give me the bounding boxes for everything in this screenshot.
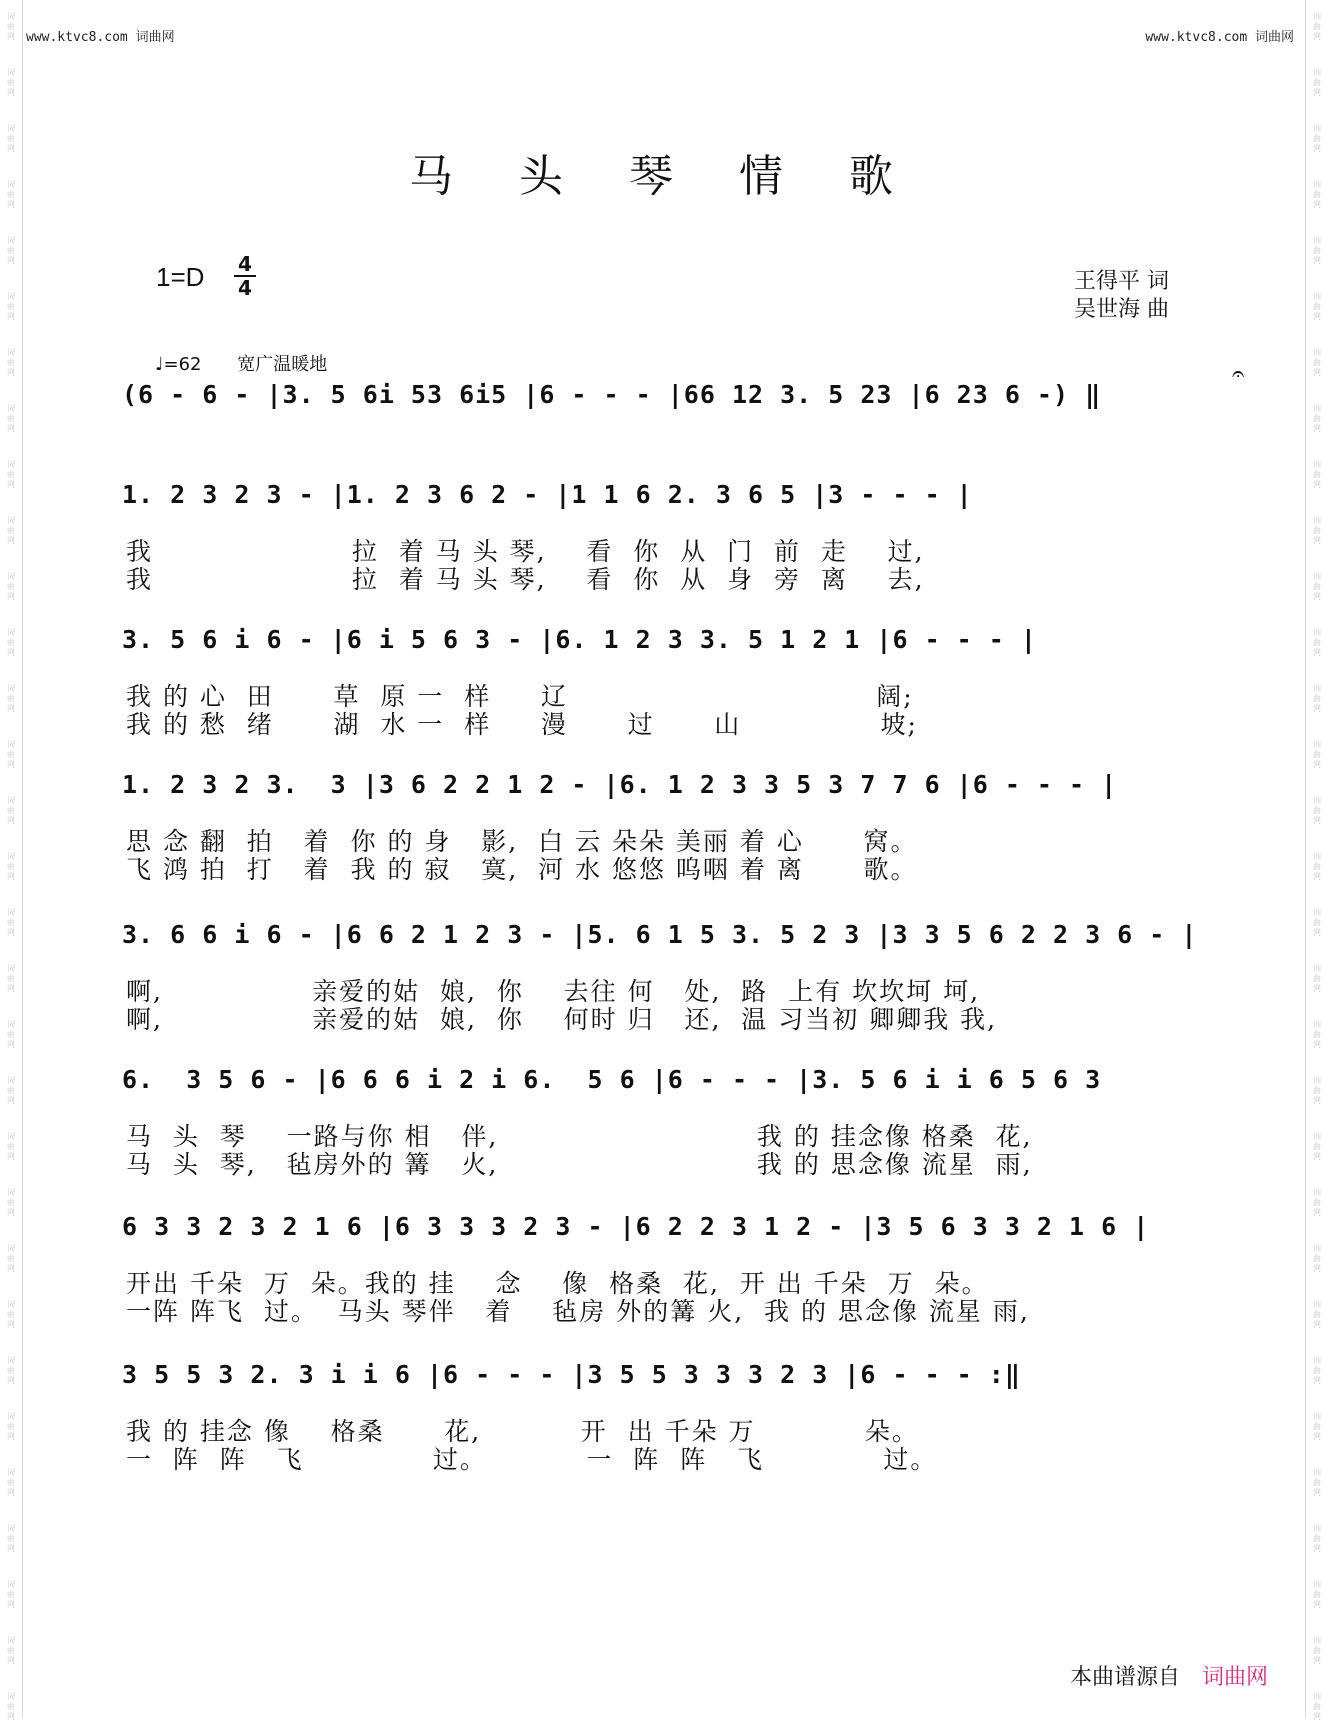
- side-watermark: 词 曲 网: [7, 740, 15, 769]
- footer-brand-link[interactable]: 词曲网: [1202, 1665, 1269, 1690]
- side-watermark: 词 曲 网: [1313, 12, 1321, 41]
- side-watermark: 词 曲 网: [7, 628, 15, 657]
- notation-text: 3. 6 6 i 6 - |6 6 2 1 2 3 - |5. 6 1 5 3. 5 2 3 |3 3 5 6 2 2 3 6 - |: [122, 920, 1198, 949]
- composer-credit: 吴世海 曲: [1074, 297, 1169, 322]
- lyric-line: 马 头 琴 一路与你 相 伴, 我 的 挂念像 格桑 花,: [126, 1122, 1033, 1151]
- notation-text: 1. 2 3 2 3. 3 |3 6 2 2 1 2 - |6. 1 2 3 3 5 3 7 7 6 |6 - - - |: [122, 770, 1118, 799]
- notation-line: [118, 1065, 1248, 1101]
- footer-credit: [1070, 1660, 1268, 1691]
- side-watermark: 词 曲 网: [1313, 348, 1321, 377]
- side-watermark: 词 曲 网: [1313, 684, 1321, 713]
- side-watermark: 词 曲 网: [7, 1580, 15, 1609]
- key-signature: 1=D: [156, 262, 205, 292]
- side-watermark: 词 曲 网: [1313, 68, 1321, 97]
- side-watermark: 词 曲 网: [7, 460, 15, 489]
- lyric-line: 我 的 愁 绪 湖 水 一 样 漫 过 山 坡;: [126, 710, 918, 739]
- side-watermark: 词 曲 网: [7, 180, 15, 209]
- tempo-mark: ♩=62: [155, 354, 202, 375]
- side-watermark: 词 曲 网: [7, 404, 15, 433]
- side-watermark: 词 曲 网: [7, 852, 15, 881]
- lyric-line: 我 的 心 田 草 原 一 样 辽 阔;: [126, 682, 914, 711]
- side-watermark: 词 曲 网: [7, 236, 15, 265]
- side-watermark: 词 曲 网: [7, 1188, 15, 1217]
- side-watermark: 词 曲 网: [7, 1356, 15, 1385]
- lyric-line: 思 念 翻 拍 着 你 的 身 影, 白 云 朵朵 美丽 着 心 窝。: [126, 827, 918, 856]
- notation-line: [118, 380, 1248, 416]
- right-margin-strip: [1305, 0, 1328, 1721]
- side-watermark: 词 曲 网: [1313, 572, 1321, 601]
- side-watermark: 词 曲 网: [1313, 1020, 1321, 1049]
- footer-source: 本曲谱源自: [1070, 1665, 1181, 1690]
- side-watermark: 词 曲 网: [7, 1020, 15, 1049]
- side-watermark: 词 曲 网: [1313, 292, 1321, 321]
- side-watermark: 词 曲 网: [7, 1636, 15, 1665]
- side-watermark: 词 曲 网: [1313, 1412, 1321, 1441]
- side-watermark: 词 曲 网: [1313, 964, 1321, 993]
- side-watermark: 词 曲 网: [7, 1524, 15, 1553]
- lyric-line: 一阵 阵飞 过。 马头 琴伴 着 毡房 外的篝 火, 我 的 思念像 流星 雨,: [126, 1297, 1030, 1326]
- lyric-line: 开出 千朵 万 朵。我的 挂 念 像 格桑 花, 开 出 千朵 万 朵。: [126, 1269, 989, 1298]
- time-signature-bottom: 4: [238, 276, 252, 300]
- side-watermark: 词 曲 网: [7, 1468, 15, 1497]
- lyric-line: 我 拉 着 马 头 琴, 看 你 从 门 前 走 过,: [126, 537, 925, 566]
- lyric-line: 飞 鸿 拍 打 着 我 的 寂 寞, 河 水 悠悠 呜咽 着 离 歌。: [126, 855, 918, 884]
- side-watermark: 词 曲 网: [7, 964, 15, 993]
- side-watermark: 词 曲 网: [1313, 1524, 1321, 1553]
- side-watermark: 词 曲 网: [1313, 1132, 1321, 1161]
- side-watermark: 词 曲 网: [1313, 1300, 1321, 1329]
- header-url-right: www.ktvc8.com 词曲网: [1145, 30, 1294, 45]
- fermata-icon: 𝄐: [1232, 362, 1245, 387]
- side-watermark: 词 曲 网: [7, 516, 15, 545]
- lyric-line: 我 拉 着 马 头 琴, 看 你 从 身 旁 离 去,: [126, 565, 925, 594]
- side-watermark: 词 曲 网: [1313, 1636, 1321, 1665]
- side-watermark: 词 曲 网: [1313, 908, 1321, 937]
- side-watermark: 词 曲 网: [1313, 460, 1321, 489]
- side-watermark: 词 曲 网: [7, 348, 15, 377]
- lyric-line: 一 阵 阵 飞 过。 一 阵 阵 飞 过。: [126, 1445, 938, 1474]
- side-watermark: 词 曲 网: [1313, 852, 1321, 881]
- lyric-line: 啊, 亲爱的姑 娘, 你 何时 归 还, 温 习当初 卿卿我 我,: [126, 1005, 998, 1034]
- side-watermark: 词 曲 网: [7, 908, 15, 937]
- side-watermark: 词 曲 网: [7, 1076, 15, 1105]
- side-watermark: 词 曲 网: [1313, 740, 1321, 769]
- notation-text: 3. 5 6 i 6 - |6 i 5 6 3 - |6. 1 2 3 3. 5 1 2 1 |6 - - - |: [122, 625, 1037, 654]
- side-watermark: 词 曲 网: [1313, 180, 1321, 209]
- notation-line: [118, 480, 1248, 516]
- side-watermark: 词 曲 网: [7, 796, 15, 825]
- side-watermark: 词 曲 网: [7, 68, 15, 97]
- tempo-marking: [155, 350, 327, 376]
- side-watermark: 词 曲 网: [1313, 796, 1321, 825]
- notation-line: [118, 770, 1248, 806]
- side-watermark: 词 曲 网: [7, 1300, 15, 1329]
- side-watermark: 词 曲 网: [1313, 1188, 1321, 1217]
- side-watermark: 词 曲 网: [1313, 1356, 1321, 1385]
- notation-line: [118, 920, 1248, 956]
- lyric-line: 啊, 亲爱的姑 娘, 你 去往 何 处, 路 上有 坎坎坷 坷,: [126, 977, 981, 1006]
- notation-text: 6 3 3 2 3 2 1 6 |6 3 3 3 2 3 - |6 2 2 3 1 2 - |3 5 6 3 3 2 1 6 |: [122, 1212, 1150, 1241]
- header-url-left: www.ktvc8.com 词曲网: [26, 30, 175, 45]
- side-watermark: 词 曲 网: [7, 1132, 15, 1161]
- expression-mark: 宽广温暖地: [237, 354, 328, 375]
- time-signature: [234, 254, 256, 298]
- credits: [1074, 268, 1169, 324]
- side-watermark: 词 曲 网: [7, 1692, 15, 1721]
- notation-text: 6. 3 5 6 - |6 6 6 i 2 i 6. 5 6 |6 - - - |3. 5 6 i i 6 5 6 3: [122, 1065, 1102, 1094]
- side-watermark: 词 曲 网: [1313, 1468, 1321, 1497]
- side-watermark: 词 曲 网: [1313, 124, 1321, 153]
- side-watermark: 词 曲 网: [7, 124, 15, 153]
- lyric-line: 我 的 挂念 像 格桑 花, 开 出 千朵 万 朵。: [126, 1417, 919, 1446]
- side-watermark: 词 曲 网: [7, 292, 15, 321]
- notation-text: (6 - 6 - |3. 5 6i 53 6i5 |6 - - - |66 12 3. 5 23 |6 23 6 -) ‖: [122, 380, 1102, 409]
- side-watermark: 词 曲 网: [7, 12, 15, 41]
- left-margin-strip: [0, 0, 23, 1721]
- time-signature-top: 4: [238, 252, 252, 276]
- side-watermark: 词 曲 网: [1313, 1244, 1321, 1273]
- lyric-line: 马 头 琴, 毡房外的 篝 火, 我 的 思念像 流星 雨,: [126, 1150, 1033, 1179]
- notation-line: [118, 625, 1248, 661]
- side-watermark: 词 曲 网: [1313, 516, 1321, 545]
- side-watermark: 词 曲 网: [1313, 1076, 1321, 1105]
- notation-line: [118, 1360, 1248, 1396]
- notation-text: 1. 2 3 2 3 - |1. 2 3 6 2 - |1 1 6 2. 3 6 5 |3 - - - |: [122, 480, 973, 509]
- side-watermark: 词 曲 网: [1313, 404, 1321, 433]
- side-watermark: 词 曲 网: [1313, 1692, 1321, 1721]
- side-watermark: 词 曲 网: [7, 1244, 15, 1273]
- song-title: 马 头 琴 情 歌: [409, 151, 919, 202]
- side-watermark: 词 曲 网: [7, 1412, 15, 1441]
- side-watermark: 词 曲 网: [1313, 628, 1321, 657]
- lyricist-credit: 王得平 词: [1074, 269, 1169, 294]
- notation-line: [118, 1212, 1248, 1248]
- notation-text: 3 5 5 3 2. 3 i i 6 |6 - - - |3 5 5 3 3 3 2 3 |6 - - - :‖: [122, 1360, 1021, 1389]
- side-watermark: 词 曲 网: [1313, 236, 1321, 265]
- side-watermark: 词 曲 网: [7, 572, 15, 601]
- side-watermark: 词 曲 网: [7, 684, 15, 713]
- side-watermark: 词 曲 网: [1313, 1580, 1321, 1609]
